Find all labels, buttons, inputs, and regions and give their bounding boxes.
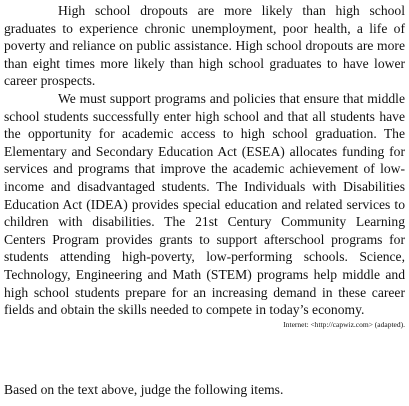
question-instruction: Based on the text above, judge the following items. xyxy=(4,382,284,397)
reading-passage xyxy=(4,2,405,330)
paragraph-dropouts: High school dropouts are more likely than high school graduates to experience chronic unemployment, poor health, a life of poverty and reliance on public assistance. High school dropouts are more than eight times more likely than high school graduates to have lower career prospects. xyxy=(4,3,405,89)
paragraph-programs: We must support programs and policies that ensure that middle school students successfully enter high school and that all students have the opportunity for academic access to high school graduation. The Elementary and Secondary Education Act (ESEA) allocates funding for services and programs that improve the academic achievement of low-income and disadvantaged students. The Individuals with Disabilities Education Act (IDEA) provides special education and related services to children with disabilities. The 21st Century Community Learning Centers Program provides grants to support afterschool programs for students attending high-poverty, low-performing schools. Science, Technology, Engineering and Math (STEM) programs help middle and high school students prepare for an increasing demand in these career fields and obtain the skills needed to compete in today’s economy. xyxy=(4,90,405,318)
source-citation: Internet: <http://capwiz.com> (adapted). xyxy=(283,319,405,329)
